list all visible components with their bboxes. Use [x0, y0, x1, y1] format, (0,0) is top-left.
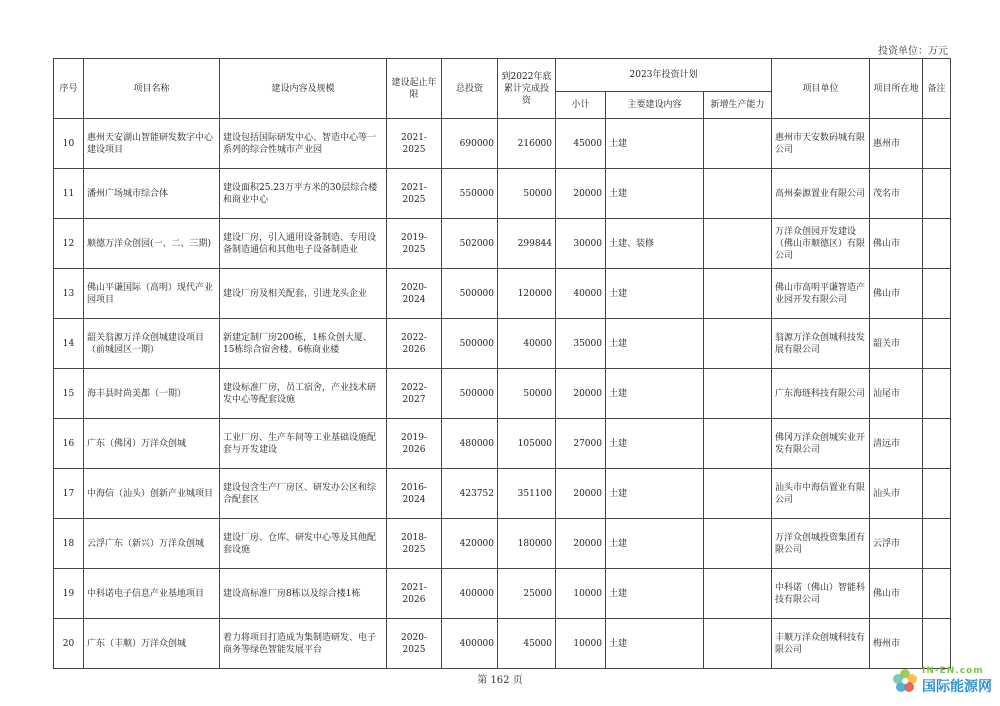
cell-completed: 50000 [498, 369, 556, 419]
table-row [54, 569, 951, 619]
cell-main-content: 土建 [606, 519, 704, 569]
cell-total: 400000 [442, 619, 498, 669]
table-row [54, 519, 951, 569]
cell-period: 2022-2026 [387, 319, 442, 369]
cell-subtotal: 45000 [556, 119, 606, 169]
cell-period: 2019-2026 [387, 419, 442, 469]
cell-project-unit: 中科诺（佛山）智能科技有限公司 [772, 569, 870, 619]
cell-period: 2020-2024 [387, 269, 442, 319]
cell-subtotal: 20000 [556, 169, 606, 219]
cell-remark [923, 619, 951, 669]
header-content: 建设内容及规模 [220, 59, 387, 119]
cell-new-capacity [704, 419, 772, 469]
cell-main-content: 土建 [606, 469, 704, 519]
cell-seq: 10 [54, 119, 84, 169]
table-row [54, 219, 951, 269]
cell-content: 建设厂房，引入通用设备制造、专用设备制造通信和其他电子设备制造业 [220, 219, 387, 269]
cell-total: 500000 [442, 369, 498, 419]
cell-total: 550000 [442, 169, 498, 219]
cell-new-capacity [704, 619, 772, 669]
cell-content: 着力将项目打造成为集制造研发、电子商务等绿色智能发展平台 [220, 619, 387, 669]
cell-period: 2021-2025 [387, 169, 442, 219]
cell-new-capacity [704, 219, 772, 269]
cell-project-unit: 汕头市中海信置业有限公司 [772, 469, 870, 519]
cell-subtotal: 10000 [556, 619, 606, 669]
cell-location: 佛山市 [870, 269, 923, 319]
table-row [54, 269, 951, 319]
cell-project-name: 惠州天安湖山智能研发数字中心建设项目 [84, 119, 220, 169]
cell-project-unit: 高州泰源置业有限公司 [772, 169, 870, 219]
header-subtotal: 小计 [556, 92, 606, 119]
cell-content: 建设厂房、仓库、研发中心等及其他配套设施 [220, 519, 387, 569]
header-completed: 到2022年底累计完成投资 [498, 59, 556, 119]
investment-unit-label: 投资单位：万元 [878, 46, 948, 57]
table-row [54, 369, 951, 419]
cell-content: 建设标准厂房，员工宿舍，产业技术研发中心等配套设施 [220, 369, 387, 419]
cell-period: 2018-2025 [387, 519, 442, 569]
cell-remark [923, 419, 951, 469]
cell-new-capacity [704, 569, 772, 619]
cell-remark [923, 469, 951, 519]
cell-period: 2020-2025 [387, 619, 442, 669]
cell-new-capacity [704, 519, 772, 569]
cell-project-unit: 惠州市天安数码城有限公司 [772, 119, 870, 169]
cell-new-capacity [704, 319, 772, 369]
cell-seq: 15 [54, 369, 84, 419]
header-remark: 备注 [923, 59, 951, 119]
cell-period: 2021-2025 [387, 119, 442, 169]
cell-subtotal: 35000 [556, 319, 606, 369]
table-row [54, 619, 951, 669]
cell-content: 工业厂房、生产车间等工业基础设施配套与开发建设 [220, 419, 387, 469]
cell-subtotal: 20000 [556, 369, 606, 419]
cell-location: 韶关市 [870, 319, 923, 369]
cell-remark [923, 519, 951, 569]
watermark [892, 666, 992, 696]
cell-location: 梅州市 [870, 619, 923, 669]
cell-seq: 19 [54, 569, 84, 619]
table-row [54, 169, 951, 219]
cell-project-unit: 翁源万洋众创城科技发展有限公司 [772, 319, 870, 369]
cell-project-unit: 广东海琏科技有限公司 [772, 369, 870, 419]
header-new-capacity: 新增生产能力 [704, 92, 772, 119]
cell-new-capacity [704, 369, 772, 419]
cell-new-capacity [704, 169, 772, 219]
cell-project-name: 顺德万洋众创园(一、二、三期) [84, 219, 220, 269]
cell-location: 汕尾市 [870, 369, 923, 419]
cell-project-name: 韶关翁源万洋众创城建设项目（前城园区一期） [84, 319, 220, 369]
cell-main-content: 土建 [606, 269, 704, 319]
cell-seq: 14 [54, 319, 84, 369]
cell-location: 云浮市 [870, 519, 923, 569]
cell-main-content: 土建 [606, 169, 704, 219]
cell-project-name: 广东（丰顺）万洋众创城 [84, 619, 220, 669]
cell-location: 佛山市 [870, 219, 923, 269]
cell-new-capacity [704, 119, 772, 169]
cell-total: 400000 [442, 569, 498, 619]
cell-location: 惠州市 [870, 119, 923, 169]
cell-subtotal: 20000 [556, 519, 606, 569]
table-body [54, 119, 951, 669]
header-total: 总投资 [442, 59, 498, 119]
cell-total: 423752 [442, 469, 498, 519]
cell-remark [923, 319, 951, 369]
cell-project-name: 广东（佛冈）万洋众创城 [84, 419, 220, 469]
cell-subtotal: 30000 [556, 219, 606, 269]
cell-remark [923, 219, 951, 269]
header-main-content: 主要建设内容 [606, 92, 704, 119]
cell-completed: 40000 [498, 319, 556, 369]
cell-subtotal: 27000 [556, 419, 606, 469]
cell-total: 420000 [442, 519, 498, 569]
watermark-brand: 国际能源网 [922, 679, 992, 695]
cell-subtotal: 20000 [556, 469, 606, 519]
cell-main-content: 土建 [606, 619, 704, 669]
cell-main-content: 土建 [606, 569, 704, 619]
cell-remark [923, 119, 951, 169]
cell-content: 建设厂房及相关配套，引进龙头企业 [220, 269, 387, 319]
cell-project-name: 海丰县时尚美都（一期） [84, 369, 220, 419]
cell-seq: 16 [54, 419, 84, 469]
cell-project-name: 潘州广场城市综合体 [84, 169, 220, 219]
cell-content: 新建定制厂房200栋，1栋众创大厦、15栋综合宿舍楼、6栋商业楼 [220, 319, 387, 369]
flower-logo-icon [892, 668, 918, 694]
cell-total: 500000 [442, 319, 498, 369]
header-period: 建设起止年限 [387, 59, 442, 119]
cell-project-name: 佛山平谦国际（高明）现代产业园项目 [84, 269, 220, 319]
cell-project-name: 中科诺电子信息产业基地项目 [84, 569, 220, 619]
cell-total: 502000 [442, 219, 498, 269]
table-row [54, 419, 951, 469]
table-row [54, 319, 951, 369]
cell-completed: 25000 [498, 569, 556, 619]
cell-seq: 13 [54, 269, 84, 319]
cell-seq: 11 [54, 169, 84, 219]
cell-content: 建设高标准厂房8栋以及综合楼1栋 [220, 569, 387, 619]
cell-new-capacity [704, 269, 772, 319]
cell-completed: 351100 [498, 469, 556, 519]
cell-project-unit: 佛山市高明平谦智造产业园开发有限公司 [772, 269, 870, 319]
cell-content: 建设面积25.23万平方米的30层综合楼和商业中心 [220, 169, 387, 219]
cell-seq: 18 [54, 519, 84, 569]
cell-project-name: 中海信（汕头）创新产业城项目 [84, 469, 220, 519]
cell-subtotal: 10000 [556, 569, 606, 619]
cell-remark [923, 369, 951, 419]
investment-plan-table [53, 58, 951, 669]
cell-subtotal: 40000 [556, 269, 606, 319]
cell-completed: 105000 [498, 419, 556, 469]
cell-main-content: 土建 [606, 369, 704, 419]
cell-period: 2021-2026 [387, 569, 442, 619]
cell-project-unit: 佛冈万洋众创城实业开发有限公司 [772, 419, 870, 469]
cell-seq: 17 [54, 469, 84, 519]
cell-completed: 216000 [498, 119, 556, 169]
cell-project-unit: 万洋众创城投资集团有限公司 [772, 519, 870, 569]
cell-seq: 20 [54, 619, 84, 669]
cell-new-capacity [704, 469, 772, 519]
cell-completed: 50000 [498, 169, 556, 219]
cell-main-content: 土建 [606, 419, 704, 469]
cell-location: 汕头市 [870, 469, 923, 519]
cell-remark [923, 569, 951, 619]
cell-remark [923, 269, 951, 319]
watermark-site: IN-EN.com [922, 666, 984, 676]
cell-total: 500000 [442, 269, 498, 319]
cell-seq: 12 [54, 219, 84, 269]
cell-project-unit: 万洋众创园开发建设（佛山市顺德区）有限公司 [772, 219, 870, 269]
cell-completed: 120000 [498, 269, 556, 319]
cell-period: 2019-2025 [387, 219, 442, 269]
cell-content: 建设包括国际研发中心、智造中心等一系列的综合性城市产业园 [220, 119, 387, 169]
cell-location: 清远市 [870, 419, 923, 469]
cell-completed: 299844 [498, 219, 556, 269]
cell-total: 690000 [442, 119, 498, 169]
cell-content: 建设包含生产厂房区、研发办公区和综合配套区 [220, 469, 387, 519]
cell-main-content: 土建 [606, 319, 704, 369]
header-location: 项目所在地 [870, 59, 923, 119]
cell-completed: 45000 [498, 619, 556, 669]
cell-project-name: 云浮广东（新兴）万洋众创城 [84, 519, 220, 569]
header-project-name: 项目名称 [84, 59, 220, 119]
cell-location: 茂名市 [870, 169, 923, 219]
cell-main-content: 土建 [606, 119, 704, 169]
cell-period: 2016-2024 [387, 469, 442, 519]
cell-location: 佛山市 [870, 569, 923, 619]
table-row [54, 469, 951, 519]
header-seq: 序号 [54, 59, 84, 119]
page-number: 第 162 页 [477, 675, 523, 686]
header-project-unit: 项目单位 [772, 59, 870, 119]
cell-period: 2022-2027 [387, 369, 442, 419]
cell-completed: 180000 [498, 519, 556, 569]
header-plan-2023: 2023年投资计划 [556, 59, 772, 92]
cell-project-unit: 丰顺万洋众创城科技有限公司 [772, 619, 870, 669]
cell-main-content: 土建、装修 [606, 219, 704, 269]
cell-total: 480000 [442, 419, 498, 469]
cell-remark [923, 169, 951, 219]
table-row [54, 119, 951, 169]
